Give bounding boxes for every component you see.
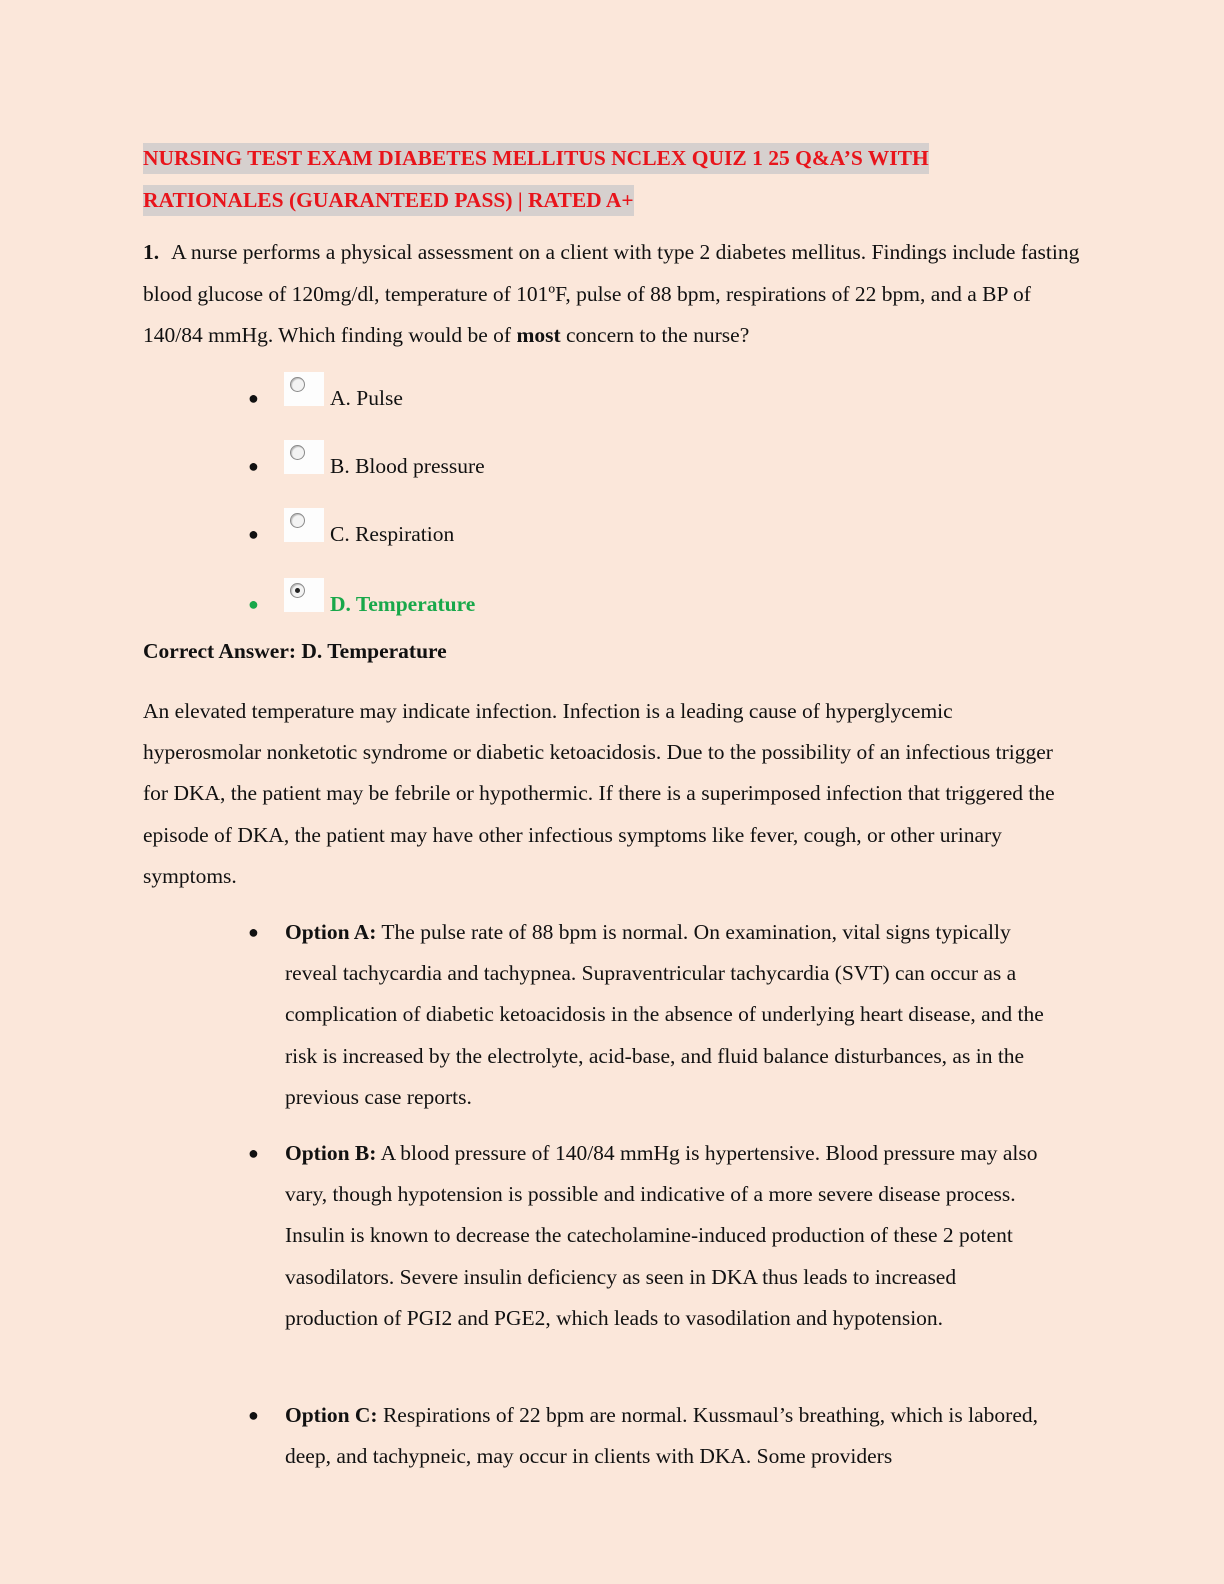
radio-frame bbox=[284, 508, 324, 542]
rationale-label: Option A: bbox=[285, 920, 377, 944]
radio-button-c[interactable] bbox=[290, 513, 305, 528]
question-number: 1. bbox=[143, 240, 160, 264]
question-stem: A nurse performs a physical assessment on a client with type 2 diabetes mellitus. Findings include fasting blood glucose of 120mg/dl, temperature of 101ºF, pulse of 88 bpm, respirations of 22 bpm, and a BP of 140/84 mmHg. Which finding would be of bbox=[143, 240, 1080, 347]
bullet-icon: ● bbox=[248, 455, 259, 476]
option-c[interactable] bbox=[248, 514, 454, 554]
option-c-label: C. Respiration bbox=[330, 521, 455, 546]
rationale-label: Option B: bbox=[285, 1141, 377, 1165]
radio-frame bbox=[284, 372, 324, 406]
explanation-paragraph: An elevated temperature may indicate infection. Infection is a leading cause of hyperglycemic hyperosmolar nonketotic syndrome or diabetic ketoacidosis. Due to the possibility of an infectious trigger for DKA, the patient may be febrile or hypothermic. If there is a superimposed infection that triggered the episode of DKA, the patient may have other infectious symptoms like fever, cough, or other urinary symptoms. bbox=[143, 699, 1055, 888]
rationale-option-a bbox=[248, 912, 1048, 1118]
radio-frame bbox=[284, 578, 324, 612]
bullet-icon: ● bbox=[248, 387, 259, 408]
document-title-line-2: RATIONALES (GUARANTEED PASS) | RATED A+ bbox=[143, 185, 634, 216]
option-b-label: B. Blood pressure bbox=[330, 453, 485, 478]
option-d-label: D. Temperature bbox=[330, 591, 476, 616]
bullet-icon: ● bbox=[248, 1405, 259, 1425]
rationale-option-b bbox=[248, 1133, 1048, 1339]
bullet-icon: ● bbox=[248, 1143, 259, 1163]
option-a[interactable] bbox=[248, 378, 403, 418]
question-stem-end: concern to the nurse? bbox=[560, 323, 750, 347]
document-title-line-1: NURSING TEST EXAM DIABETES MELLITUS NCLEX QUIZ 1 25 Q&A’S WITH bbox=[143, 143, 929, 174]
radio-button-b[interactable] bbox=[290, 445, 305, 460]
bullet-icon: ● bbox=[248, 593, 259, 614]
option-b[interactable] bbox=[248, 446, 485, 486]
radio-button-a[interactable] bbox=[290, 377, 305, 392]
rationale-label: Option C: bbox=[285, 1403, 378, 1427]
radio-button-d[interactable] bbox=[290, 583, 305, 598]
rationale-option-c bbox=[248, 1395, 1048, 1477]
bullet-icon: ● bbox=[248, 523, 259, 544]
radio-frame bbox=[284, 440, 324, 474]
rationale-text: Respirations of 22 bpm are normal. Kussmaul’s breathing, which is labored, deep, and tachypneic, may occur in clients with DKA. Some providers bbox=[285, 1403, 1038, 1469]
question-text bbox=[143, 232, 1083, 357]
option-a-label: A. Pulse bbox=[330, 385, 403, 410]
bullet-icon: ● bbox=[248, 922, 259, 942]
rationale-text: A blood pressure of 140/84 mmHg is hypertensive. Blood pressure may also vary, though hypotension is possible and indicative of a more severe disease process. Insulin is known to decrease the catecholamine-induced production of these 2 potent vasodilators. Severe insulin deficiency as seen in DKA thus leads to increased production of PGI2 and PGE2, which leads to vasodilation and hypotension. bbox=[285, 1141, 1038, 1330]
option-d[interactable] bbox=[248, 584, 475, 624]
correct-answer: Correct Answer: D. Temperature bbox=[143, 639, 447, 663]
question-emphasis: most bbox=[516, 323, 561, 347]
rationale-text: The pulse rate of 88 bpm is normal. On examination, vital signs typically reveal tachycardia and tachypnea. Supraventricular tachycardia (SVT) can occur as a complication of diabetic ketoacidosis in the absence of underlying heart disease, and the risk is increased by the electrolyte, acid-base, and fluid balance disturbances, as in the previous case reports. bbox=[285, 920, 1044, 1109]
